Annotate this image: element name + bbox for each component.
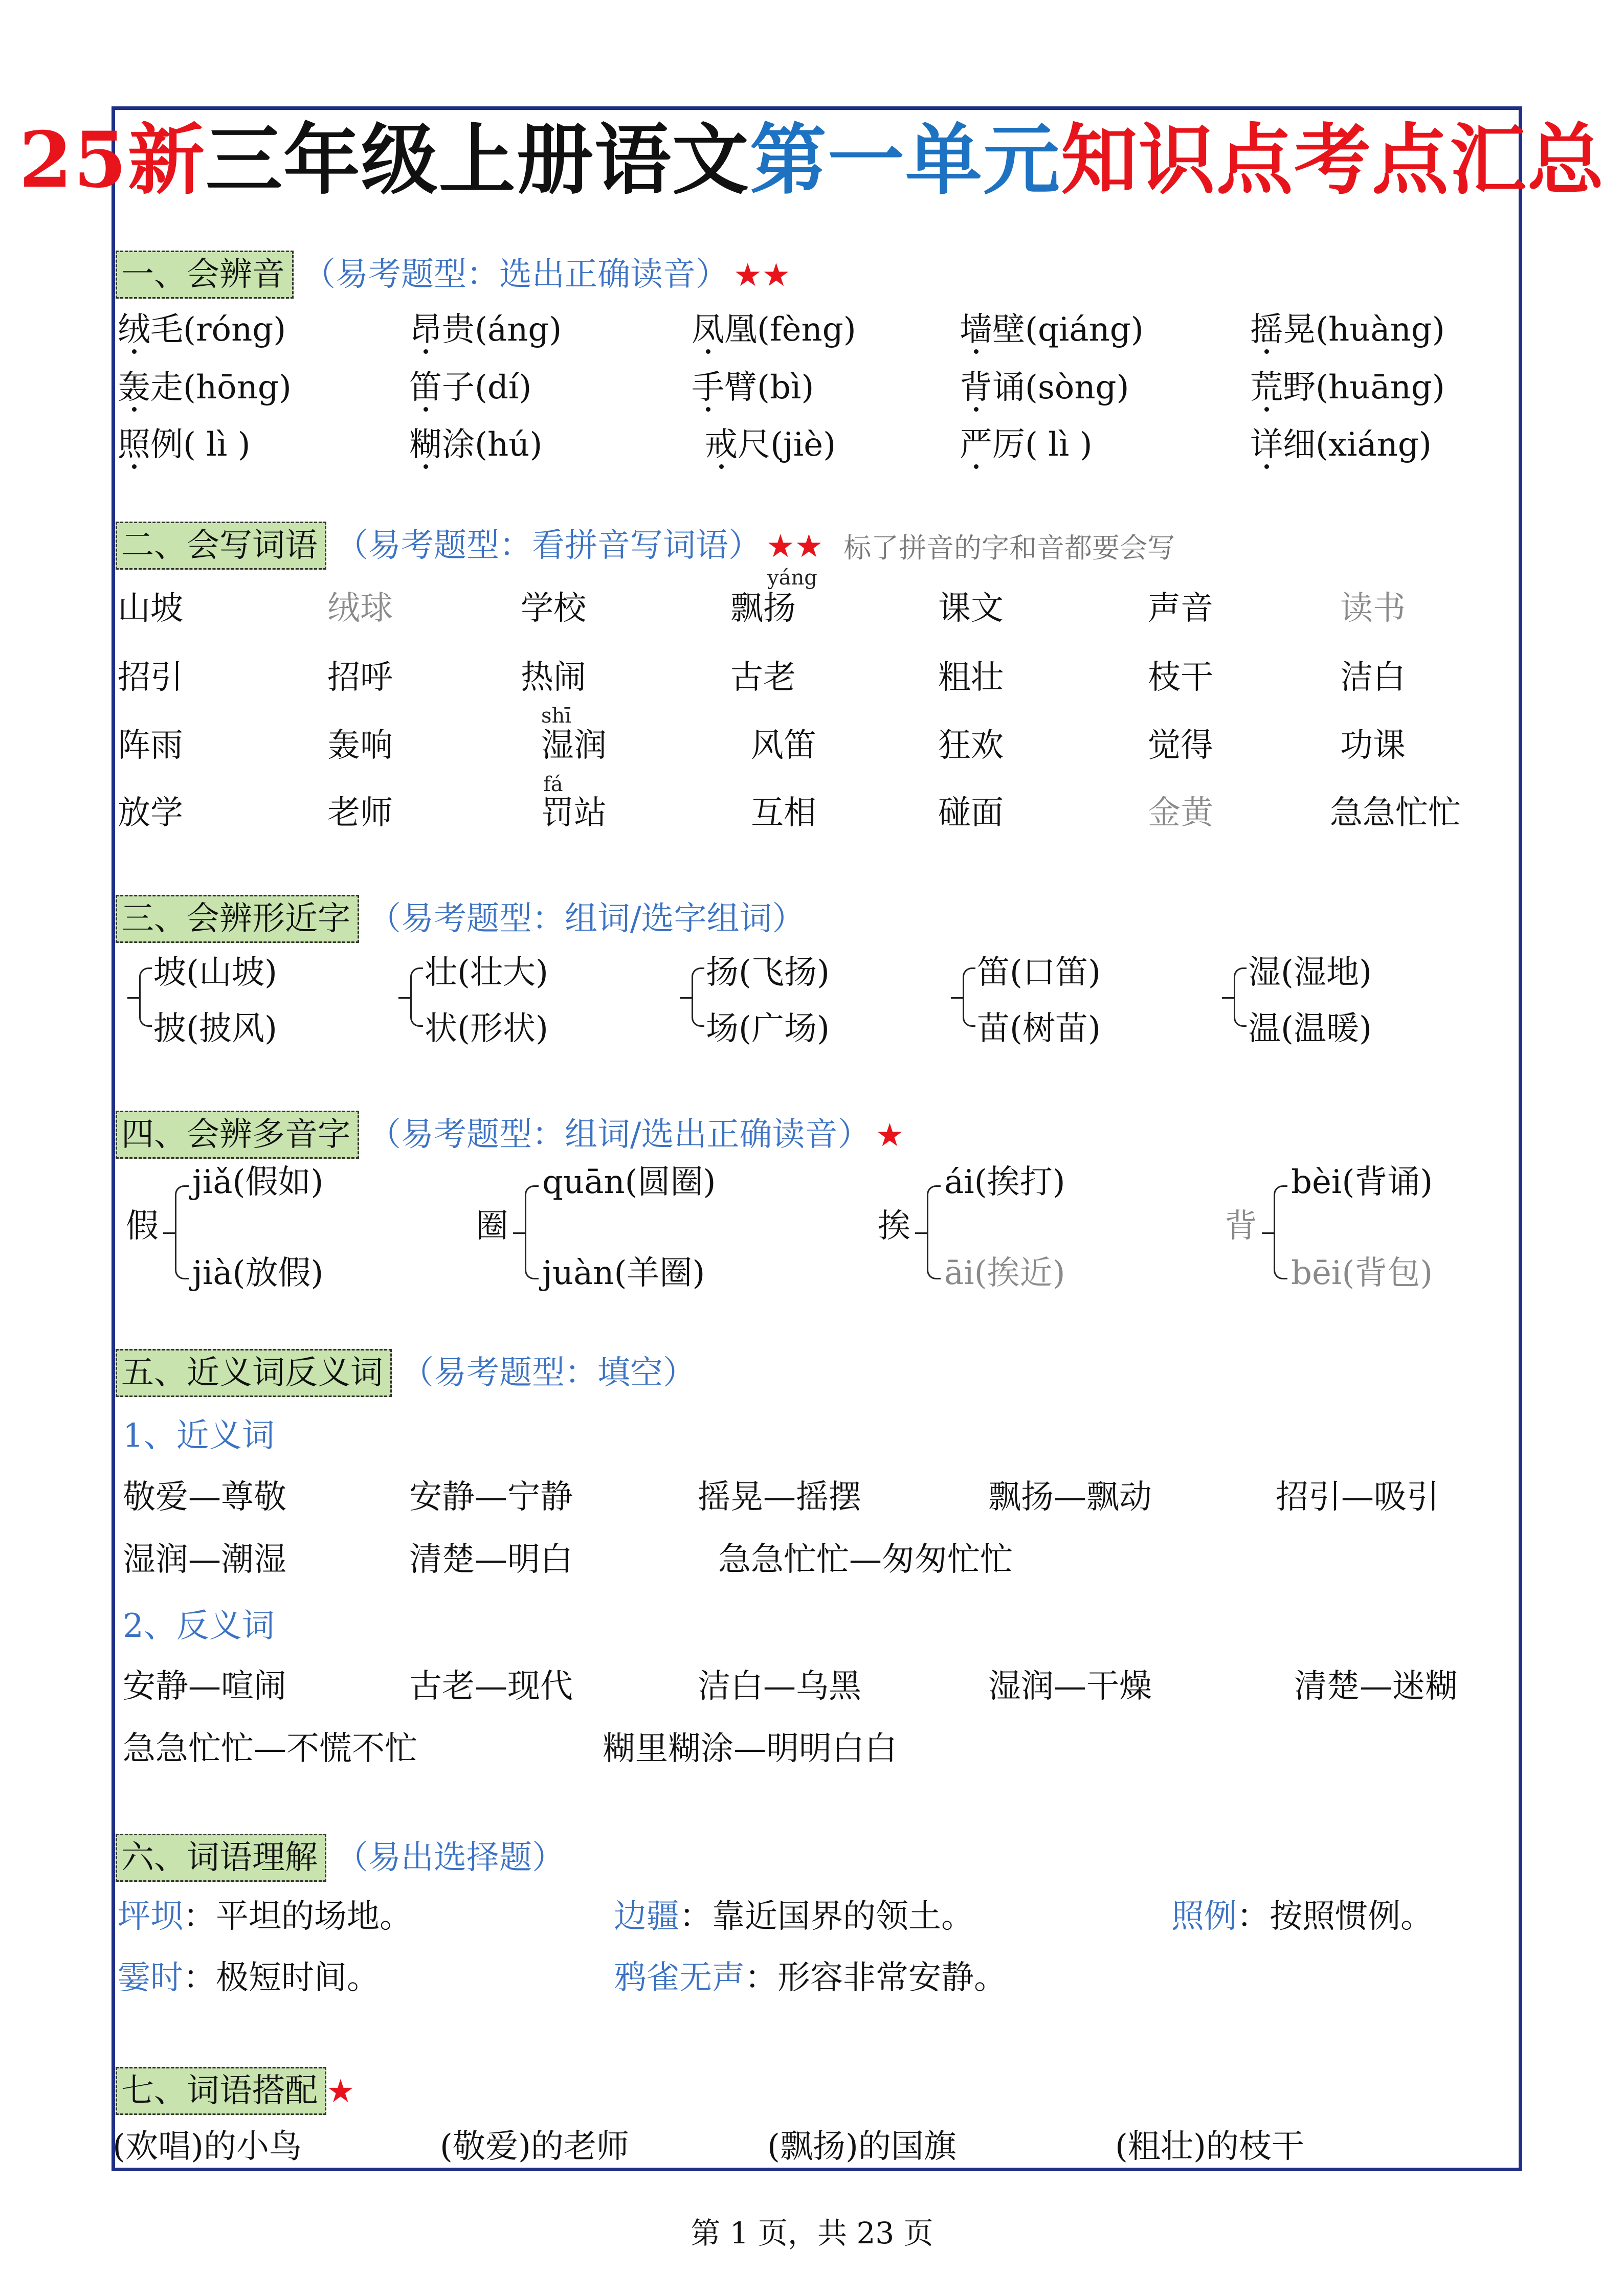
vocab-word: 阵雨 (118, 727, 183, 764)
pinyin-annotation: shī (541, 704, 572, 728)
pronunciation-item (409, 309, 562, 350)
marked-char: 手 (692, 369, 724, 407)
synonym-pair: 湿润—潮湿 (123, 1541, 286, 1579)
page-title: 25新三年级上册语文第一单元知识点考点汇总 (19, 115, 1605, 205)
page-footer: 第 1 页，共 23 页 (691, 2216, 933, 2250)
vocab-word: 碰面 (938, 794, 1004, 832)
synonym-pair: 摇晃—摇摆 (698, 1478, 861, 1516)
vocab-word: 急急忙忙 (1330, 794, 1461, 832)
section-hint: （易考题型：组词/选出正确读音） (368, 1116, 871, 1154)
pronunciation-item (1250, 309, 1445, 350)
collocation-item: (欢唱)的小鸟 (113, 2128, 302, 2166)
pronunciation-text: 贵(áng) (442, 311, 562, 349)
vocab-word: 枝干 (1148, 659, 1213, 696)
similar-char-entry: 笛(口笛) (977, 954, 1101, 992)
similar-char-entry: 状(形状) (425, 1010, 548, 1048)
synonym-pair: 敬爱—尊敬 (123, 1478, 286, 1516)
section-title: 四、会辨多音字 (116, 1111, 359, 1159)
subsection-title: 1、近义词 (123, 1417, 275, 1455)
polyphone-reading: jià(放假) (192, 1254, 324, 1292)
pronunciation-text: 毛(róng) (150, 311, 286, 349)
polyphone-reading: juàn(羊圈) (542, 1254, 705, 1292)
star-icon: ★★ (766, 527, 824, 565)
vocab-word: 金黄 (1148, 794, 1213, 832)
definition-text: ：按照惯例。 (1237, 1898, 1433, 1935)
polyphone-reading: bēi(背包) (1291, 1254, 1433, 1292)
definition-item (1171, 1896, 1433, 1937)
vocab-word: 觉得 (1148, 727, 1213, 764)
synonym-pair: 急急忙忙—匆匆忙忙 (718, 1541, 1013, 1579)
definition-text: ：极短时间。 (183, 1959, 380, 1997)
brace-mark (963, 967, 975, 1027)
brace-mark (139, 967, 152, 1027)
brace-mark (525, 1185, 539, 1279)
vocab-word: 轰响 (327, 727, 393, 764)
section-1-header (116, 251, 790, 300)
pronunciation-item (960, 424, 1093, 465)
pronunciation-item (960, 367, 1129, 408)
section-3-header (116, 895, 805, 944)
definition-term: 鸦雀无声 (614, 1959, 745, 1997)
star-icon: ★★ (733, 256, 791, 294)
similar-char-entry: 坡(山坡) (153, 954, 277, 992)
section-hint: （易出选择题） (336, 1839, 565, 1877)
similar-char-entry: 扬(飞扬) (706, 954, 830, 992)
polyphone-char: 挨 (878, 1207, 910, 1245)
vocab-word: 招引 (118, 659, 183, 696)
synonym-pair: 招引—吸引 (1276, 1478, 1439, 1516)
vocab-word: 学校 (521, 590, 586, 627)
vocab-word: 互相 (751, 794, 816, 832)
pronunciation-item (960, 309, 1144, 350)
star-icon: ★ (326, 2072, 355, 2110)
section-hint: （易考题型：选出正确读音） (303, 256, 728, 294)
similar-char-entry: 温(温暖) (1248, 1010, 1372, 1048)
definition-item (614, 1957, 1007, 1998)
pronunciation-item (1250, 424, 1432, 465)
similar-char-entry: 场(广场) (706, 1010, 830, 1048)
definition-item (614, 1896, 974, 1937)
definition-term: 照例 (1171, 1898, 1237, 1935)
vocab-word: 粗壮 (938, 659, 1004, 696)
marked-char: 背 (960, 369, 992, 407)
marked-char: 轰 (118, 369, 150, 407)
brace-mark (927, 1185, 941, 1279)
pronunciation-item (705, 424, 836, 465)
section-note: 标了拼音的字和音都要会写 (843, 531, 1175, 564)
marked-char: 摇 (1250, 311, 1283, 349)
collocation-item: (粗壮)的枝干 (1115, 2128, 1304, 2166)
similar-char-entry: 湿(湿地) (1248, 954, 1372, 992)
vocab-word: 招呼 (327, 659, 393, 696)
definition-term: 霎时 (118, 1959, 183, 1997)
section-hint: （易考题型：填空） (401, 1354, 696, 1392)
pronunciation-item (692, 367, 814, 408)
vocab-word: 课文 (938, 590, 1004, 627)
similar-char-entry: 壮(壮大) (425, 954, 548, 992)
similar-char-entry: 披(披风) (153, 1010, 277, 1048)
pronunciation-text: 野(huāng) (1283, 369, 1445, 407)
marked-char: 昂 (409, 311, 442, 349)
pronunciation-item (409, 424, 542, 465)
vocab-word: 读书 (1340, 590, 1406, 627)
pronunciation-item (118, 309, 286, 350)
pronunciation-text: 凰(fèng) (724, 311, 856, 349)
vocab-word: 古老 (730, 659, 796, 696)
vocab-word: 绒球 (327, 590, 393, 627)
brace-mark (1234, 967, 1247, 1027)
star-icon: ★ (875, 1116, 904, 1154)
definition-term: 边疆 (614, 1898, 679, 1935)
pronunciation-text: 例( lì ) (150, 426, 251, 464)
definition-text: ：平坦的场地。 (183, 1898, 412, 1935)
antonym-pair: 糊里糊涂—明明白白 (603, 1730, 897, 1768)
polyphone-char: 背 (1225, 1207, 1257, 1245)
vocab-word: 声音 (1148, 590, 1213, 627)
polyphone-reading: jiǎ(假如) (192, 1163, 324, 1201)
section-title: 六、词语理解 (116, 1834, 326, 1882)
synonym-pair: 飘扬—飘动 (988, 1478, 1152, 1516)
pronunciation-text: 厉( lì ) (992, 426, 1093, 464)
pronunciation-item (409, 367, 531, 408)
vocab-word: 放学 (118, 794, 183, 832)
marked-char: 荒 (1250, 369, 1283, 407)
vocab-word: 风笛 (751, 727, 816, 764)
pronunciation-text: 诵(sòng) (992, 369, 1129, 407)
marked-char: 绒 (118, 311, 150, 349)
marked-char: 戒 (705, 426, 738, 464)
definition-text: ：形容非常安静。 (745, 1959, 1007, 1997)
section-6-header (116, 1834, 565, 1883)
pronunciation-item (692, 309, 856, 350)
section-hint: （易考题型：看拼音写词语） (336, 527, 761, 565)
pinyin-annotation: yáng (767, 566, 817, 590)
marked-char: 严 (960, 426, 992, 464)
polyphone-reading: quān(圆圈) (542, 1163, 716, 1201)
definition-item (118, 1957, 380, 1998)
section-title: 一、会辨音 (116, 251, 294, 299)
brace-mark (1274, 1185, 1287, 1279)
pronunciation-item (1250, 367, 1445, 408)
section-4-header (116, 1111, 904, 1160)
polyphone-char: 圈 (476, 1207, 508, 1245)
antonym-pair: 古老—现代 (409, 1668, 573, 1705)
similar-char-entry: 苗(树苗) (977, 1010, 1101, 1048)
vocab-word: 功课 (1340, 727, 1406, 764)
definition-text: ：靠近国界的领土。 (679, 1898, 974, 1935)
marked-char: 凤 (692, 311, 724, 349)
vocab-word: 湿润 (541, 727, 607, 764)
brace-mark (175, 1185, 189, 1279)
polyphone-reading: ái(挨打) (944, 1163, 1065, 1201)
subsection-title: 2、反义词 (123, 1607, 275, 1645)
vocab-word: 山坡 (118, 590, 183, 627)
pronunciation-text: 涂(hú) (442, 426, 543, 464)
pronunciation-item (118, 367, 292, 408)
synonym-pair: 安静—宁静 (409, 1478, 573, 1516)
marked-char: 糊 (409, 426, 442, 464)
section-title: 七、词语搭配 (116, 2067, 326, 2115)
antonym-pair: 急急忙忙—不慌不忙 (123, 1730, 417, 1768)
pronunciation-text: 走(hōng) (150, 369, 292, 407)
section-2-header (116, 522, 1175, 571)
marked-char: 详 (1250, 426, 1283, 464)
brace-mark (692, 967, 704, 1027)
pinyin-annotation: fá (543, 773, 563, 796)
definition-term: 坪坝 (118, 1898, 183, 1935)
antonym-pair: 湿润—干燥 (988, 1668, 1152, 1705)
vocab-word: 狂欢 (938, 727, 1004, 764)
vocab-word: 老师 (327, 794, 393, 832)
collocation-item: (敬爱)的老师 (440, 2128, 629, 2166)
antonym-pair: 安静—喧闹 (123, 1668, 286, 1705)
antonym-pair: 洁白—乌黑 (698, 1668, 861, 1705)
vocab-word: 洁白 (1340, 659, 1406, 696)
pronunciation-text: 臂(bì) (724, 369, 814, 407)
section-title: 二、会写词语 (116, 522, 326, 570)
definition-item (118, 1896, 412, 1937)
marked-char: 笛 (409, 369, 442, 407)
section-hint: （易考题型：组词/选字组词） (368, 900, 805, 938)
section-5-header (116, 1349, 696, 1398)
collocation-item: (飘扬)的国旗 (767, 2128, 956, 2166)
section-title: 三、会辨形近字 (116, 895, 359, 943)
pronunciation-item (118, 424, 251, 465)
marked-char: 墙 (960, 311, 992, 349)
pronunciation-text: 晃(huàng) (1283, 311, 1445, 349)
polyphone-reading: bèi(背诵) (1291, 1163, 1433, 1201)
polyphone-char: 假 (126, 1207, 159, 1245)
section-7-header (116, 2067, 355, 2116)
antonym-pair: 清楚—迷糊 (1294, 1668, 1458, 1705)
vocab-word: 热闹 (521, 659, 586, 696)
pronunciation-text: 细(xiáng) (1283, 426, 1432, 464)
brace-mark (410, 967, 423, 1027)
section-title: 五、近义词反义词 (116, 1349, 392, 1397)
vocab-word: 罚站 (541, 794, 607, 832)
pronunciation-text: 子(dí) (442, 369, 532, 407)
polyphone-reading: āi(挨近) (944, 1254, 1065, 1292)
synonym-pair: 清楚—明白 (409, 1541, 573, 1579)
pronunciation-text: 壁(qiáng) (992, 311, 1144, 349)
marked-char: 照 (118, 426, 150, 464)
pronunciation-text: 尺(jiè) (738, 426, 836, 464)
vocab-word: 飘扬 (730, 590, 796, 627)
